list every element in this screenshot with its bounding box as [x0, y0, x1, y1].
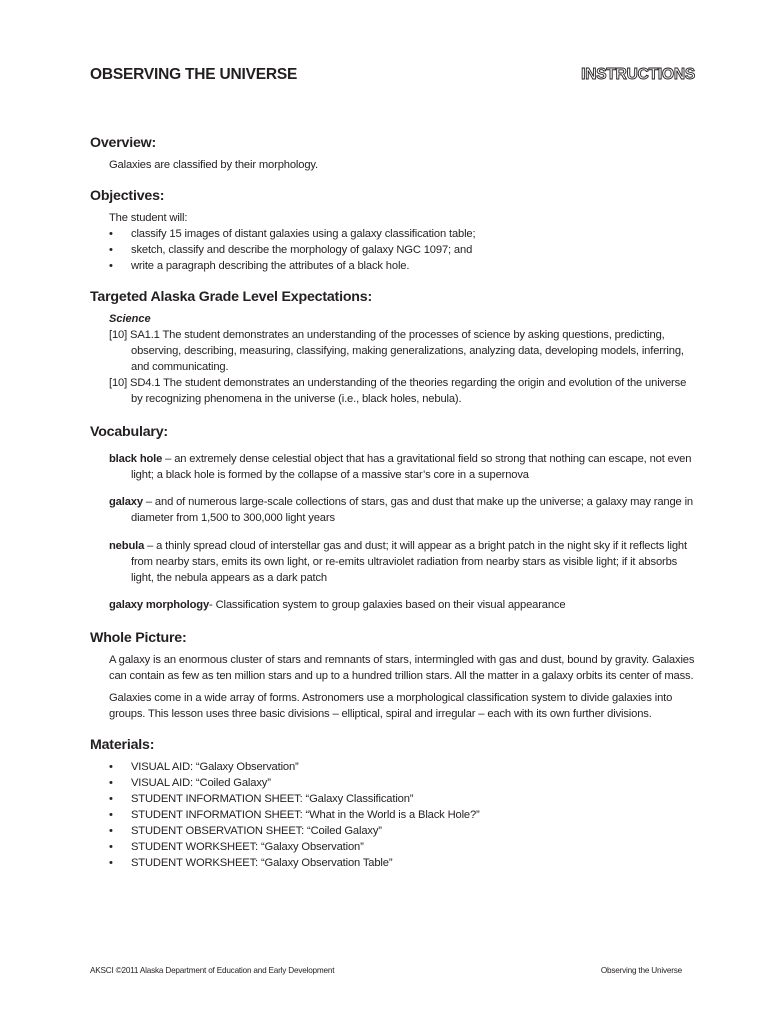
objectives-list	[90, 226, 700, 274]
whole-picture-paragraph: A galaxy is an enormous cluster of stars and remnants of stars, intermingled with gas and dust, bound by gravity. Galaxies can contain as few as ten million stars and up to a hundred trillion stars. All the matter in a galaxy orbits its center of mass.	[109, 653, 695, 682]
bullet-icon: •	[109, 856, 113, 869]
list-item: • VISUAL AID: “Galaxy Observation”	[109, 760, 299, 773]
bullet-icon: •	[109, 808, 113, 821]
page-title: OBSERVING THE UNIVERSE	[90, 66, 298, 83]
list-item: • classify 15 images of distant galaxies using a galaxy classification table;	[109, 228, 476, 240]
vocabulary-list	[90, 451, 700, 613]
objectives-intro: The student will:	[109, 212, 188, 224]
overview-text: Galaxies are classified by their morphology.	[109, 159, 318, 171]
materials-heading: Materials:	[90, 736, 155, 753]
vocabulary-heading: Vocabulary:	[90, 424, 168, 440]
whole-picture-heading: Whole Picture:	[90, 629, 187, 646]
instructions-label: INSTRUCTIONS	[581, 66, 695, 83]
objectives-heading: Objectives:	[90, 188, 165, 204]
vocab-entry	[90, 597, 700, 613]
overview-heading: Overview:	[90, 135, 157, 151]
footer-copyright: AKSCI ©2011 Alaska Department of Education and Early Development	[90, 966, 335, 975]
list-item: • STUDENT INFORMATION SHEET: “What in the World is a Black Hole?”	[109, 808, 480, 821]
vocab-term: black hole	[109, 453, 163, 466]
vocab-term: galaxy morphology	[109, 598, 210, 611]
list-item: • write a paragraph describing the attributes of a black hole.	[109, 260, 410, 272]
list-item: • VISUAL AID: “Coiled Galaxy”	[109, 776, 271, 789]
whole-picture-paragraph: Galaxies come in a wide array of forms. Astronomers use a morphological classification system to divide galaxies into groups. This lesson uses three basic divisions – elliptical, spiral and irregular – each with its own further divisions.	[109, 691, 673, 720]
materials-list	[90, 759, 700, 871]
gle-subject: Science	[109, 313, 151, 325]
gle-item: [10] SA1.1 The student demonstrates an understanding of the processes of science by asking questions, predicting, observing, describing, measuring, classifying, making generalizations, analyzing data, developing models, inferring, and communicating.	[109, 329, 684, 373]
vocab-entry	[90, 451, 700, 483]
vocab-definition: – an extremely dense celestial object that has a gravitational field so strong that nothing can escape, not even light; a black hole is formed by the collapse of a massive star’s core in a supernova	[131, 453, 692, 482]
gle-heading: Targeted Alaska Grade Level Expectations:	[90, 289, 372, 305]
vocab-term: nebula	[109, 539, 145, 552]
bullet-icon: •	[109, 776, 113, 789]
list-item: • STUDENT WORKSHEET: “Galaxy Observation Table”	[109, 856, 393, 869]
bullet-icon: •	[109, 244, 113, 256]
bullet-icon: •	[109, 840, 113, 853]
vocab-definition: – and of numerous large-scale collections of stars, gas and dust that make up the universe; a galaxy may range in diameter from 1,500 to 300,000 light years	[131, 496, 693, 525]
content	[90, 135, 700, 871]
list-item: • STUDENT WORKSHEET: “Galaxy Observation”	[109, 840, 364, 853]
list-item: • STUDENT INFORMATION SHEET: “Galaxy Classification”	[109, 792, 414, 805]
vocab-definition: - Classification system to group galaxies based on their visual appearance	[209, 598, 566, 611]
bullet-icon: •	[109, 760, 113, 773]
bullet-icon: •	[109, 260, 113, 272]
list-item: • sketch, classify and describe the morphology of galaxy NGC 1097; and	[109, 244, 473, 256]
vocab-entry	[90, 494, 700, 526]
footer-title: Observing the Universe	[600, 966, 682, 975]
gle-item: [10] SD4.1 The student demonstrates an understanding of the theories regarding the origin and evolution of the universe by recognizing phenomena in the universe (i.e., black holes, nebula).	[109, 377, 687, 405]
list-item: • STUDENT OBSERVATION SHEET: “Coiled Galaxy”	[109, 824, 382, 837]
bullet-icon: •	[109, 228, 113, 240]
vocab-term: galaxy	[109, 496, 143, 509]
vocab-entry	[90, 538, 700, 586]
bullet-icon: •	[109, 824, 113, 837]
bullet-icon: •	[109, 792, 113, 805]
vocab-definition: – a thinly spread cloud of interstellar gas and dust; it will appear as a bright patch in the night sky if it reflects light from nearby stars, emits its own light, or re-emits ultraviolet radiation from nearby stars as visible light; if it absorbs light, the nebula appears as a dark patch	[131, 539, 687, 584]
